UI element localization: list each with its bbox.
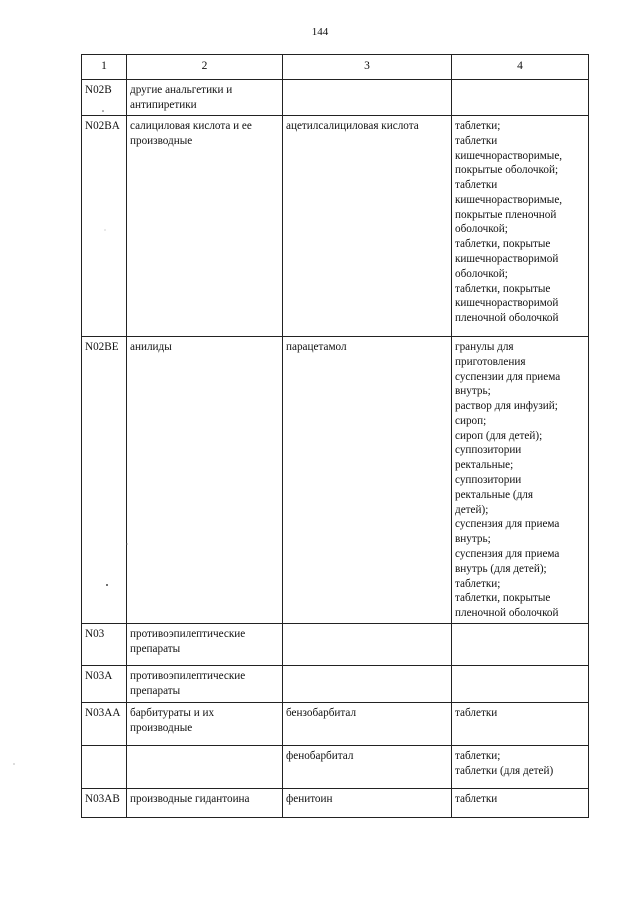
group-line: барбитураты и их [130, 706, 215, 719]
dosage-form-line: таблетки; [455, 749, 501, 762]
atc-code-cell [82, 116, 127, 337]
dosage-form-line: суппозитории [455, 444, 522, 457]
header-col-2: 2 [127, 55, 283, 80]
dosage-form-line: таблетки [455, 134, 498, 147]
atc-code-cell [82, 337, 127, 624]
atc-code: N03A [85, 669, 113, 682]
dosage-form-line: ректальные; [455, 459, 514, 472]
dosage-forms-cell [452, 702, 589, 745]
dosage-forms-cell [452, 623, 589, 665]
dosage-form-line: суспензии для приема [455, 370, 561, 383]
atc-code: N03AA [85, 706, 121, 719]
drug-cell [283, 788, 452, 817]
table-row [82, 623, 589, 665]
group-line: анилиды [130, 341, 172, 353]
group-line: салициловая кислота и ее [130, 120, 252, 132]
group-cell [127, 665, 283, 702]
dosage-forms-cell [452, 788, 589, 817]
group-cell [127, 337, 283, 624]
scan-speck [13, 763, 14, 764]
dosage-forms-cell [452, 116, 589, 337]
dosage-form-line: пленочной оболочкой [455, 312, 559, 325]
dosage-form-line: оболочкой; [455, 267, 508, 280]
table-body [82, 80, 589, 818]
dosage-form-line: суспензия для приема [455, 547, 560, 560]
dosage-form-line: покрытые оболочкой; [455, 164, 559, 177]
group-line: производные гидантоина [130, 792, 250, 805]
drug-cell [283, 702, 452, 745]
dosage-forms-cell [452, 337, 589, 624]
dosage-form-line: сироп; [455, 414, 487, 427]
atc-code: N02BE [85, 341, 119, 353]
dosage-form-line: гранулы для [455, 341, 514, 353]
dosage-form-line: внутрь (для детей); [455, 562, 547, 575]
dosage-form-line: сироп (для детей); [455, 429, 543, 442]
group-cell [127, 702, 283, 745]
drug-line: ацетилсалициловая кислота [286, 120, 419, 132]
dosage-form-line: пленочной оболочкой [455, 607, 559, 620]
dosage-form-line: таблетки; [455, 577, 501, 590]
table-row [82, 337, 589, 624]
drug-line: парацетамол [286, 341, 347, 353]
dosage-form-line: таблетки, покрытые [455, 592, 551, 605]
header-row [82, 55, 589, 80]
header-col-4: 4 [452, 55, 589, 80]
group-cell [127, 623, 283, 665]
drug-cell [283, 623, 452, 665]
group-cell [127, 80, 283, 116]
atc-code: N02B [85, 84, 112, 96]
dosage-form-line: кишечнорастворимой [455, 297, 559, 310]
dosage-form-line: покрытые пленочной [455, 208, 557, 221]
atc-code-cell [82, 745, 127, 788]
header-col-3: 3 [283, 55, 452, 80]
dosage-forms-cell [452, 80, 589, 116]
table-row [82, 702, 589, 745]
dosage-form-line: суппозитории [455, 474, 522, 487]
dosage-form-line: суспензия для приема [455, 518, 560, 531]
atc-code-cell [82, 623, 127, 665]
group-line: производные [130, 134, 193, 147]
dosage-form-line: таблетки, покрытые [455, 282, 551, 295]
drug-cell [283, 745, 452, 788]
dosage-form-line: приготовления [455, 355, 526, 368]
table-row [82, 665, 589, 702]
dosage-form-line: таблетки [455, 179, 498, 192]
group-line: производные [130, 721, 193, 734]
dosage-form-line: ректальные (для [455, 488, 534, 501]
atc-code: N03AB [85, 792, 120, 805]
atc-code-cell [82, 665, 127, 702]
group-line: препараты [130, 684, 181, 697]
dosage-form-line: кишечнорастворимые, [455, 149, 563, 162]
dosage-form-line: оболочкой; [455, 223, 508, 236]
group-line: противоэпилептические [130, 627, 246, 640]
group-line: другие анальгетики и [130, 84, 233, 96]
dosage-form-line: внутрь; [455, 533, 491, 546]
group-cell [127, 745, 283, 788]
drug-cell [283, 337, 452, 624]
drug-cell [283, 116, 452, 337]
table-row [82, 116, 589, 337]
page-number: 144 [311, 26, 329, 38]
group-cell [127, 116, 283, 337]
group-line: препараты [130, 642, 181, 655]
dosage-form-line: кишечнорастворимой [455, 253, 559, 266]
drug-line: фенобарбитал [286, 749, 354, 762]
dosage-form-line: раствор для инфузий; [455, 400, 558, 413]
dosage-form-line: таблетки [455, 706, 498, 719]
group-cell [127, 788, 283, 817]
dosage-form-line: таблетки [455, 792, 498, 805]
dosage-form-line: таблетки (для детей) [455, 764, 554, 777]
dosage-form-line: детей); [455, 503, 489, 516]
dosage-forms-cell [452, 745, 589, 788]
atc-code-cell [82, 80, 127, 116]
drug-line: бензобарбитал [286, 706, 357, 719]
dosage-form-line: кишечнорастворимые, [455, 193, 563, 206]
drug-list-table [81, 54, 589, 818]
dosage-form-line: таблетки, покрытые [455, 238, 551, 251]
header-col-1: 1 [82, 55, 127, 80]
dosage-form-line: внутрь; [455, 385, 491, 398]
atc-code: N03 [85, 627, 105, 640]
drug-cell [283, 80, 452, 116]
atc-code-cell [82, 702, 127, 745]
drug-line: фенитоин [286, 792, 333, 805]
drug-cell [283, 665, 452, 702]
table-row [82, 745, 589, 788]
table-row [82, 788, 589, 817]
group-line: антипиретики [130, 98, 197, 111]
atc-code: N02BA [85, 120, 120, 132]
group-line: противоэпилептические [130, 669, 246, 682]
table-row [82, 80, 589, 116]
atc-code-cell [82, 788, 127, 817]
dosage-form-line: таблетки; [455, 120, 501, 132]
dosage-forms-cell [452, 665, 589, 702]
